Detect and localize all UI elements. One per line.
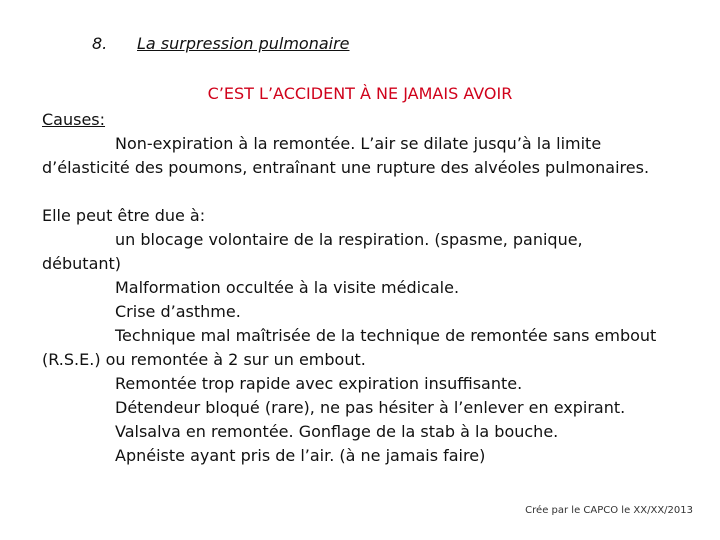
- due-item-3: Crise d’asthme.: [115, 302, 241, 321]
- due-item-1-continued: débutant): [42, 254, 122, 273]
- warning-heading: [0, 84, 720, 103]
- warning-text: C’EST L’ACCIDENT À NE JAMAIS AVOIR: [207, 84, 513, 103]
- causes-line-1: Non-expiration à la remontée. L’air se dilate jusqu’à la limite: [115, 134, 602, 153]
- due-item-6: Détendeur bloqué (rare), ne pas hésiter à l’enlever en expirant.: [115, 398, 626, 417]
- spacer: [42, 180, 702, 204]
- due-item-5: Remontée trop rapide avec expiration insuffisante.: [115, 374, 523, 393]
- due-item-4-continued: (R.S.E.) ou remontée à 2 sur un embout.: [42, 350, 366, 369]
- body-text: [42, 108, 702, 468]
- section-title: La surpression pulmonaire: [137, 34, 350, 53]
- due-item-7: Valsalva en remontée. Gonflage de la stab à la bouche.: [115, 422, 559, 441]
- due-item-1: un blocage volontaire de la respiration. (spasme, panique,: [115, 230, 583, 249]
- causes-label-line: [42, 108, 702, 132]
- due-item-4: Technique mal maîtrisée de la technique de remontée sans embout: [115, 326, 657, 345]
- footer-credit: Crée par le CAPCO le XX/XX/2013: [525, 505, 693, 516]
- causes-line-2: d’élasticité des poumons, entraînant une rupture des alvéoles pulmonaires.: [42, 158, 650, 177]
- due-intro: Elle peut être due à:: [42, 206, 206, 225]
- causes-label: Causes:: [42, 110, 106, 129]
- section-number: 8.: [92, 34, 108, 53]
- due-item-8: Apnéiste ayant pris de l’air. (à ne jamais faire): [115, 446, 486, 465]
- due-item-2: Malformation occultée à la visite médicale.: [115, 278, 460, 297]
